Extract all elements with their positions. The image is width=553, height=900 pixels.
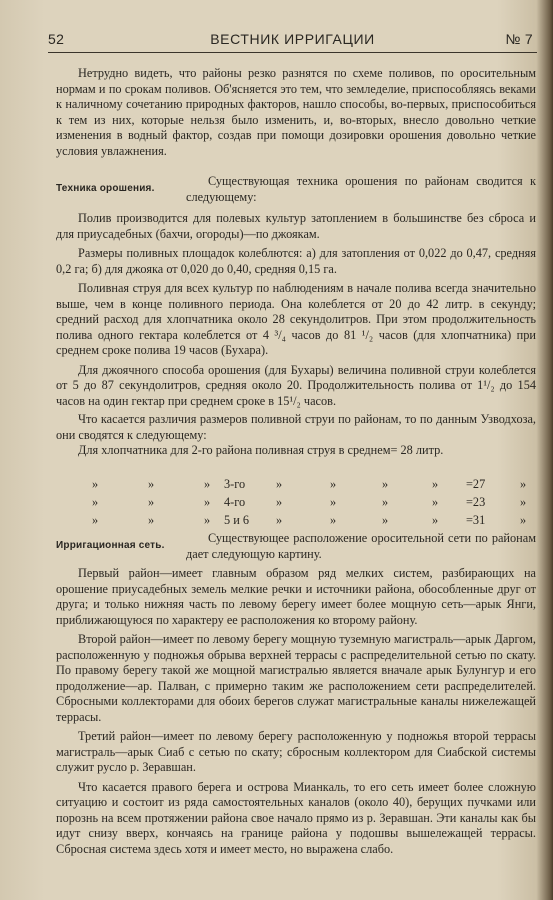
- flow-value: =23: [466, 495, 486, 509]
- network-body: [56, 566, 536, 857]
- ditto-mark: »: [330, 495, 337, 509]
- network-lead-text: Существующее расположение оросительной сети по районам дает следующую картину.: [186, 531, 536, 561]
- issue-number: № 7: [505, 31, 533, 47]
- technique-lead-text: Существующая техника орошения по районам сводится к следующему:: [186, 174, 536, 204]
- flow-table-header-row: Для хлопчатника для 2-го района поливная струя в среднем= 28 литр.: [78, 443, 444, 457]
- district-label: 4-го: [224, 495, 246, 509]
- ditto-mark: »: [432, 513, 439, 527]
- intro-paragraph: Нетрудно видеть, что районы резко разнятся по схеме поливов, по оросительным нормам и по срокам поливов. Об'ясняется это тем, что земледелие, приспособляясь веками к наличному сочетанию природных факторов, нашло способы, во-первых, приспособиться к тем из них, которые нельзя было изменить, и, во-вторых, внесло довольно четкие изменения в водный фактор, создав при помощи дозировки орошения довольно четкие условия увлажнения.: [56, 66, 536, 158]
- technique-paragraph: Размеры поливных площадок колеблются: а) для затопления от 0,022 до 0,47, средняя 0,2 га; б) для джояка от 0,020 до 0,40, средняя 0,15 га.: [56, 246, 536, 276]
- network-paragraph: Третий район—имеет по левому берегу расположенную у подножья второй террасы магистраль—арык Сиаб с сетью по скату; сбросным коллектором для Сиабской системы служит русло р. Зеравшан.: [56, 729, 536, 774]
- technique-body: [56, 211, 536, 459]
- ditto-mark: »: [432, 477, 439, 491]
- ditto-mark: »: [382, 513, 389, 527]
- district-label: 3-го: [224, 477, 246, 491]
- ditto-mark: »: [92, 513, 99, 527]
- page-header: [48, 28, 537, 53]
- network-paragraph: Первый район—имеет главным образом ряд мелких систем, разбирающих на орошение приусадебных земель мелкие речки и источники района, обособленные друг от друга; и только нижняя часть по левому берегу имеет более мощную сеть—арык Янги, приближающуюся по характеру ее расположения ко второму району.: [56, 566, 536, 627]
- ditto-mark: »: [148, 477, 155, 491]
- ditto-mark: »: [204, 495, 211, 509]
- ditto-mark: »: [520, 495, 527, 509]
- ditto-mark: »: [382, 495, 389, 509]
- ditto-mark: »: [148, 513, 155, 527]
- technique-paragraph: Что касается различия размеров поливной струи по районам, то по данным Узводхоза, они сводятся к следующему:: [56, 412, 536, 442]
- section-heading-technique: Техника орошения.: [56, 183, 155, 194]
- ditto-mark: »: [92, 477, 99, 491]
- ditto-mark: »: [148, 495, 155, 509]
- network-paragraph: Что касается правого берега и острова Мианкаль, то его сеть имеет более сложную ситуацию и состоит из ряда самостоятельных каналов (около 40), берущих пучками или порознь на всем протяжении района свое начало прямо из р. Зеравшан. Эти каналы как бы идут снизу вверх, кончаясь на границе района у подошвы вышележащей террасы. Сбросная система здесь хотя и имеет место, но выражена слабо.: [56, 779, 536, 856]
- technique-paragraph: Поливная струя для всех культур по наблюдениям в начале полива всегда значительно выше, чем в конце поливного периода. Она колеблется от 20 до 42 литр. в секунду; средний расход для хлопчатника около 28 секундолитров. При этом продолжительность полива одного гектара колеблется от 4 ³/₄ часов до 81 ¹/₂ часов (для хлопчатника) при среднем сроке полива 19 часов (Бухара).: [56, 281, 536, 357]
- flow-value: =27: [466, 477, 486, 491]
- ditto-mark: »: [204, 513, 211, 527]
- ditto-mark: »: [92, 495, 99, 509]
- network-paragraph: Второй район—имеет по левому берегу мощную туземную магистраль—арык Даргом, расположенную у подножья обрыва верхней террасы с распределительной сетью по скату. По правому берегу такой же мощной магистралью является вначале арык Булунгур и его продолжение—ар. Палван, с примерно таким же расположением сети распределителей. Сбросными коллекторами для обоих берегов служат магистральные каналы нижележащей террасы.: [56, 632, 536, 724]
- ditto-mark: »: [276, 477, 283, 491]
- flow-table-row: [80, 512, 536, 528]
- page-number: 52: [48, 31, 65, 47]
- intro-block: [56, 66, 536, 159]
- section-heading-network: Ирригационная сеть.: [56, 540, 165, 551]
- ditto-mark: »: [204, 477, 211, 491]
- ditto-mark: »: [330, 477, 337, 491]
- ditto-mark: »: [432, 495, 439, 509]
- flow-value: =31: [466, 513, 486, 527]
- ditto-mark: »: [276, 495, 283, 509]
- ditto-mark: »: [330, 513, 337, 527]
- flow-table-row: [80, 494, 536, 510]
- ditto-mark: »: [382, 477, 389, 491]
- ditto-mark: »: [520, 477, 527, 491]
- network-lead: [186, 531, 536, 562]
- ditto-mark: »: [520, 513, 527, 527]
- ditto-mark: »: [276, 513, 283, 527]
- district-label: 5 и 6: [224, 513, 250, 527]
- technique-lead: [186, 174, 536, 205]
- technique-paragraph: Для джоячного способа орошения (для Бухары) величина поливной струи колеблется от 5 до 87 секундолитров, средняя около 20. Продолжительность полива от 1¹/₂ до 154 часов на один гектар при среднем сроке в 15¹/₂ часов.: [56, 362, 536, 408]
- technique-paragraph: Полив производится для полевых культур затоплением в большинстве без сброса и для приусадебных (бахчи, огороды)—по джоякам.: [56, 211, 536, 241]
- flow-table-row: [80, 476, 536, 492]
- journal-title: ВЕСТНИК ИРРИГАЦИИ: [210, 31, 375, 47]
